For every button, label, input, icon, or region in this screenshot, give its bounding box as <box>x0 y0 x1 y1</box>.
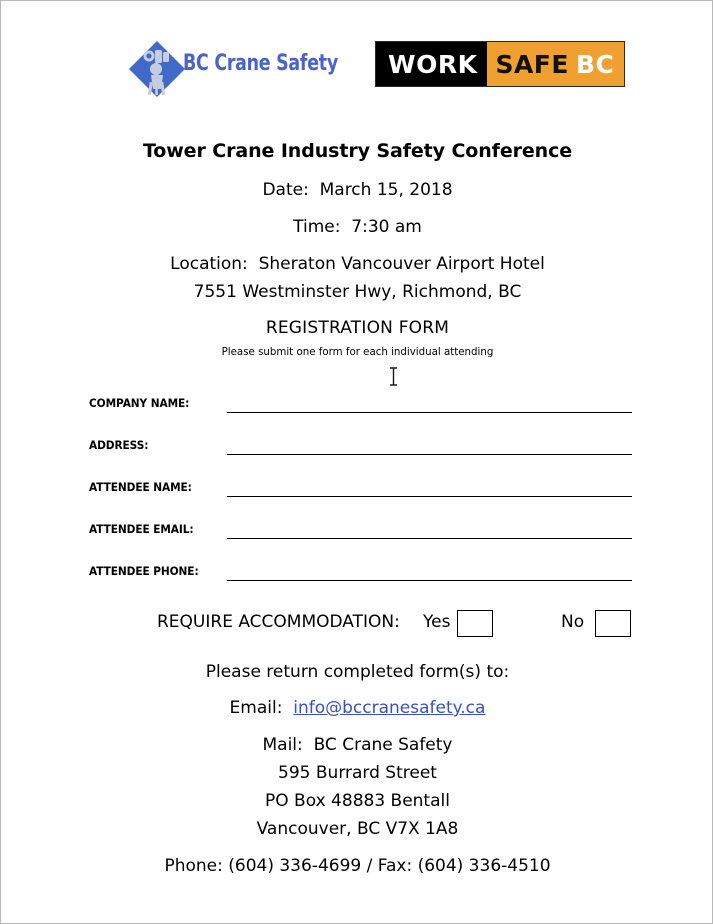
label-address: ADDRESS: <box>89 438 149 452</box>
registration-form-heading: REGISTRATION FORM <box>265 318 450 338</box>
email-prefix-label: Email: <box>229 698 294 718</box>
mail-line-4: Vancouver, BC V7X 1A8 <box>256 819 459 839</box>
mail-line-3: PO Box 48883 Bentall <box>265 791 450 811</box>
return-instruction: Please return completed form(s) to: <box>205 662 510 682</box>
worksafe-work-text: WORK <box>376 42 487 86</box>
label-accommodation-no: No <box>561 612 585 632</box>
mail-line-2: 595 Burrard Street <box>278 763 437 783</box>
input-address[interactable] <box>227 454 632 455</box>
email-line <box>1 698 713 718</box>
phone-fax-line: Phone: (604) 336-4699 / Fax: (604) 336-4510 <box>164 856 551 876</box>
form-field-row-attendee-email <box>1 509 713 539</box>
event-location-address: 7551 Westminster Hwy, Richmond, BC <box>193 282 522 302</box>
accommodation-row <box>1 609 713 641</box>
form-field-row-address <box>1 425 713 455</box>
checkbox-accommodation-yes[interactable] <box>457 610 493 637</box>
email-link[interactable]: info@bccranesafety.ca <box>293 698 486 718</box>
bc-crane-safety-logo <box>127 37 338 99</box>
form-field-row-company-name <box>1 383 713 413</box>
checkbox-accommodation-no[interactable] <box>595 610 631 637</box>
input-company-name[interactable] <box>227 412 632 413</box>
label-require-accommodation: REQUIRE ACCOMMODATION: <box>157 612 400 632</box>
event-date: Date: March 15, 2018 <box>262 180 453 200</box>
worksafe-bc-logo <box>375 41 625 87</box>
bc-crane-diamond-icon <box>127 39 187 99</box>
input-attendee-phone[interactable] <box>227 580 632 581</box>
bc-crane-wordmark: BC Crane Safety <box>183 51 338 76</box>
mail-line-1: Mail: BC Crane Safety <box>262 735 453 755</box>
event-location-venue: Location: Sheraton Vancouver Airport Hotel <box>170 254 545 274</box>
worksafe-safebc-block <box>487 42 624 86</box>
registration-form-subtitle: Please submit one form for each individual attending <box>221 345 494 358</box>
worksafe-bc-text: BC <box>575 49 615 79</box>
worksafe-safe-text: SAFE <box>495 49 569 79</box>
logo-row <box>1 37 713 99</box>
label-accommodation-yes: Yes <box>423 612 451 632</box>
page-title: Tower Crane Industry Safety Conference <box>142 140 573 162</box>
input-attendee-name[interactable] <box>227 496 632 497</box>
form-field-row-attendee-name <box>1 467 713 497</box>
label-attendee-email: ATTENDEE EMAIL: <box>89 522 194 536</box>
label-company-name: COMPANY NAME: <box>89 396 190 410</box>
event-time: Time: 7:30 am <box>293 217 422 237</box>
label-attendee-name: ATTENDEE NAME: <box>89 480 192 494</box>
label-attendee-phone: ATTENDEE PHONE: <box>89 564 199 578</box>
input-attendee-email[interactable] <box>227 538 632 539</box>
form-field-row-attendee-phone <box>1 551 713 581</box>
